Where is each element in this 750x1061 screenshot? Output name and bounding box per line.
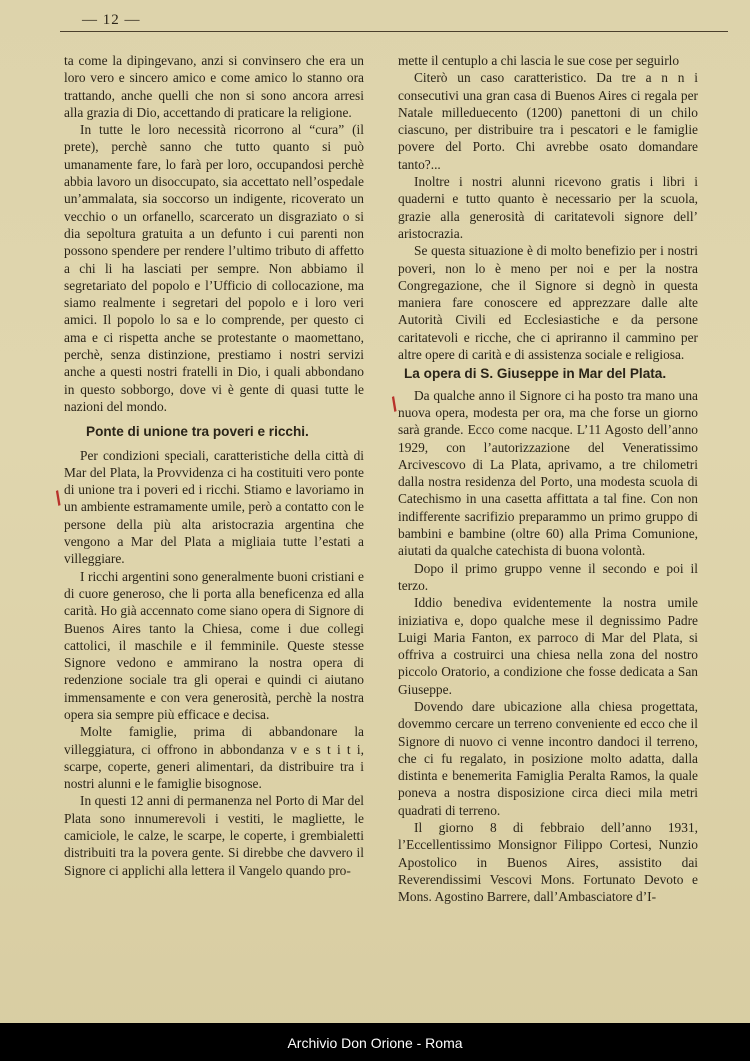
paragraph: Il giorno 8 di febbraio dell’anno 1931, l’Eccellentissimo Monsignor Filippo Cortesi, Nunzio Apostolico in Buenos Aires, assistito dai Reverendissimi Vescovi Mons. Fortunato Devoto e Mons. Agostino Barrere, dall’Ambasciatore d’I- xyxy=(398,820,698,905)
left-column xyxy=(64,52,364,879)
paragraph: Iddio benediva evidentemente la nostra umile iniziativa e, dopo qualche mese il degnissimo Padre Luigi Maria Fanton, ex parroco di Mar del Plata, si offriva a costruirci una chiesa nella zona del nostro piccolo Oratorio, a condizione che fosse dedicata a San Giuseppe. xyxy=(398,595,698,697)
paragraph: Da qualche anno il Signore ci ha posto tra mano una nuova opera, modesta per ora, ma che forse un giorno sarà grande. Ecco come nacque. L’11 Agosto dell’anno 1929, con l’autorizzazione del Veneratissimo Arcivescovo di La Plata, aprivamo, a tre chilometri dalla nostra residenza del Porto, una modesta scuola di Catechismo in una casetta affittata a tal fine. Con non indifferente sacrifizio preparammo un primo gruppo di bambini e bambine (oltre 60) alla Prima Comunione, aiutati da qualche catechista di buona volontà. xyxy=(398,387,698,559)
paragraph: Se questa situazione è di molto benefizio per i nostri poveri, non lo è meno per noi e per la nostra Congregazione, che il Signore si degnò in questa maniera fare conoscere ed apprezzare dalle alte Autorità Civili ed Ecclesiastiche e da persone caritatevoli e ricche, che ci apriranno il cammino per altre opere di carità e di assistenza sociale e religiosa. xyxy=(398,243,698,363)
paragraph: In questi 12 anni di permanenza nel Porto di Mar del Plata sono innumerevoli i vestiti, le magliette, le camiciole, le calze, le scarpe, le coperte, i grembialetti distribuiti tra la povera gente. Si direbbe che davvero il Signore ci applichi alla lettera il Vangelo quando pro- xyxy=(64,793,364,878)
right-column xyxy=(398,52,698,906)
red-pencil-mark: / xyxy=(52,487,65,511)
header-rule xyxy=(60,31,728,32)
paragraph: mette il centuplo a chi lascia le sue cose per seguirlo xyxy=(398,53,680,68)
paragraph: Citerò un caso caratteristico. Da tre a n n i consecutivi una gran casa di Buenos Aires ci regala per Natale milleduecento (1200) panettoni di un chilo ciascuno, per distribuire tra i pescatori e le famiglie povere del Porto. Chi avrebbe osato domandare tanto?... xyxy=(398,70,698,172)
paragraph: Molte famiglie, prima di abbandonare la villeggiatura, ci offrono in abbondanza v e s t i t i, scarpe, coperte, generi alimentari, da distribuire tra i nostri alunni e le famiglie bisognose. xyxy=(64,724,364,792)
paragraph: Inoltre i nostri alunni ricevono gratis i libri i quaderni e tutto quanto è necessario per la scuola, grazie alla generosità di caritatevoli signore dell’ aristocrazia. xyxy=(398,174,698,241)
paragraph: Dovendo dare ubicazione alla chiesa progettata, dovemmo cercare un terreno conveniente ed ecco che il Signore di nuovo ci venne incontro dandoci il terreno, che ci fu regalato, in posizione molto adatta, dalla distinta e benemerita Famiglia Peralta Ramos, la quale poneva a nostra disposizione circa dieci mila metri quadrati di terreno. xyxy=(398,698,698,818)
paragraph: I ricchi argentini sono generalmente buoni cristiani e di cuore generoso, che li porta alla beneficenza ed alla carità. Ho già accennato come siano opera di Signore di Buenos Aires tanto la Chiesa, come i due collegi cattolici, il maschile e il femminile. Queste stesse Signore vedono e ammirano la nostra opera di redenzione sociale tra gli operai e quindi ci aiutano immensamente e con vera generosità, perchè la nostra opera sia sempre più efficace e decisa. xyxy=(64,568,364,722)
paragraph: ta come la dipingevano, anzi si convinsero che era un loro vero e sincero amico e come amico lo stanno ora trattando, anche quelli che non si sono ancora arresi alla grazia di Dio, accettando di praticare la religione. xyxy=(64,53,364,120)
paragraph: Per condizioni speciali, caratteristiche della città di Mar del Plata, la Provvidenza ci ha costituiti vero ponte di unione tra i poveri ed i ricchi. Stiamo e lavoriamo in un ambiente estramamente umile, però a contatto con le persone della più alta aristocrazia argentina che vengono a Mar del Plata a migliaia tutte l’estati a villeggiare. xyxy=(64,447,364,567)
section-heading: La opera di S. Giuseppe in Mar del Plata. xyxy=(404,366,667,382)
archive-footer: Archivio Don Orione - Roma xyxy=(287,1035,463,1051)
red-pencil-mark: / xyxy=(388,393,401,417)
paragraph: Dopo il primo gruppo venne il secondo e poi il terzo. xyxy=(398,560,698,593)
page-number: — 12 — xyxy=(82,12,141,28)
paragraph: In tutte le loro necessità ricorrono al “cura” (il prete), perchè sanno che tutto quanto si può umanamente fare, lo farà per loro, occupandosi perchè abbia lavoro un disoccupato, sia accettato nell’ospedale un’ammalata, sia soccorso un indigente, ricoverato un vecchio o un orfanello, scarcerato un disgraziato o si dia sepoltura gratuita a un defunto i cui parenti non possono spendere per rendere l’ultimo tributo di affetto a chi li ha lasciati per sempre. Non abbiamo il segretariato del popolo e l’Ufficio di collocazione, ma siamo realmente i segretari del popolo e i loro veri amici. Il popolo lo sa e lo comprende, per questo ci ama e ci rispetta anche se protestante o maomettano, perchè, senza distinzione, prestiamo i nostri servizi anche a questi nostri fratelli in Dio, i quali abbondano in questo sobborgo, dove vi è gente di quasi tutte le nazioni del mondo. xyxy=(64,122,364,414)
section-heading: Ponte di unione tra poveri e ricchi. xyxy=(86,424,309,440)
